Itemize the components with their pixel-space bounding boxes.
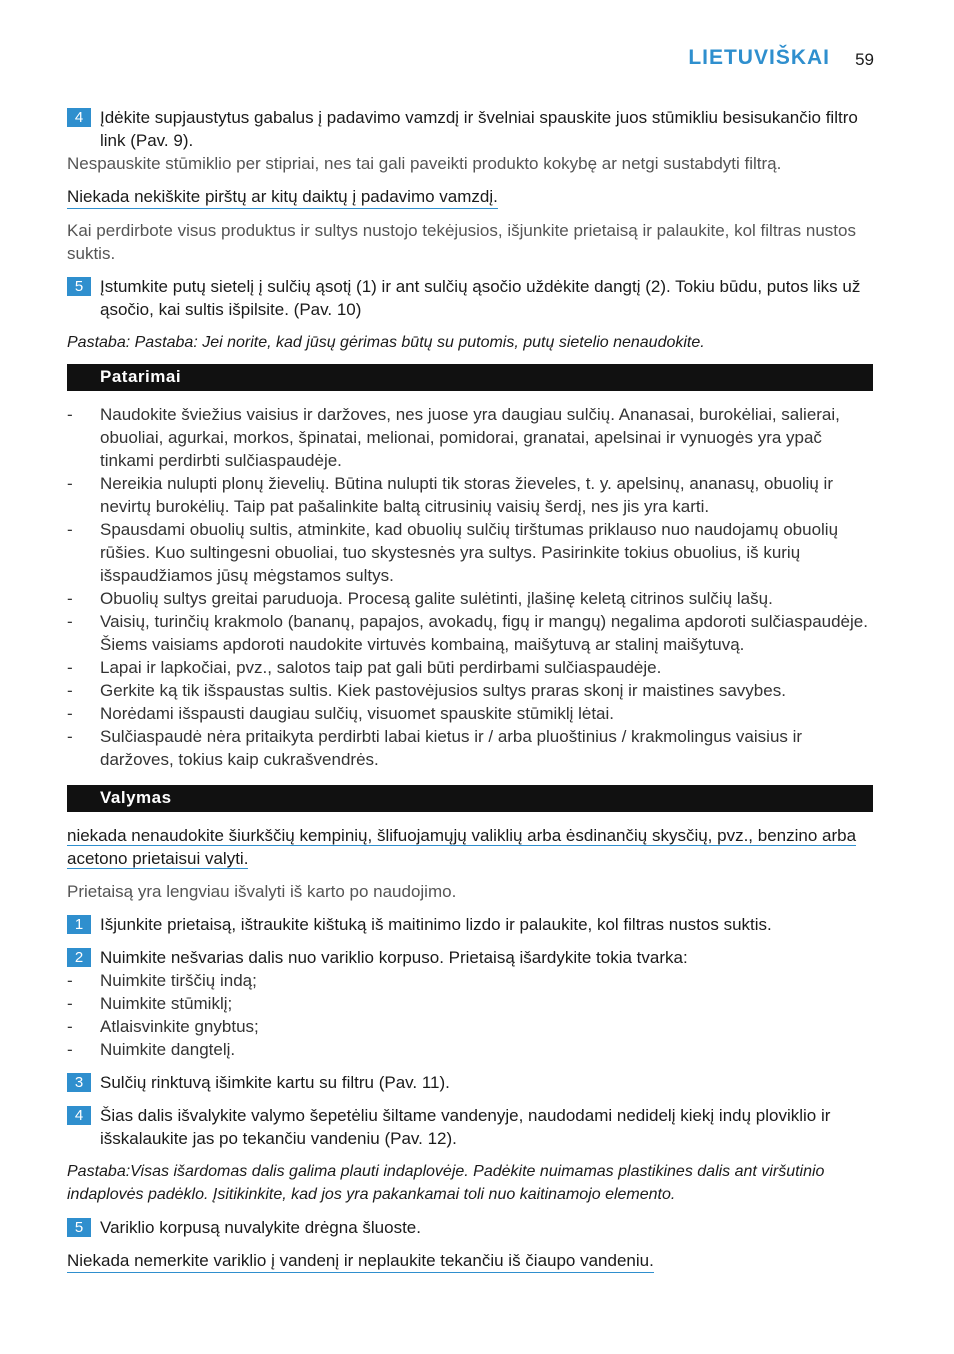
step-number-badge: 2 xyxy=(67,948,91,967)
tip-text: Spausdami obuolių sultis, atminkite, kad obuolių sulčių tirštumas priklauso nuo naudojamų obuolių rūšies. Kuo sultingesni obuoliai, tuo skystesnės yra sultys. Pasirinkite tokius obuolius, iš kurių išspaudžiamos jūsų mėgstamos sultys. xyxy=(100,520,839,585)
step-text: Nuimkite nešvarias dalis nuo variklio korpuso. Prietaisą išardykite tokia tvarka: xyxy=(100,948,688,967)
disassembly-item xyxy=(67,1015,873,1038)
page-content xyxy=(67,106,873,1283)
tip-text: Nereikia nulupti plonų žievelių. Būtina nulupti tik storas žieveles, t. y. apelsinų, ananasų, obuolių ir nevirtų burokėlių. Taip pat pašalinkite baltą citrusinių vaisių šerdį, nes jis yra karti. xyxy=(100,474,833,516)
step-text: Sulčių rinktuvą išimkite kartu su filtru (Pav. 11). xyxy=(100,1073,450,1092)
dash-marker: - xyxy=(67,971,73,990)
step-number-badge: 4 xyxy=(67,108,91,127)
tip-item xyxy=(67,472,873,518)
tip-item xyxy=(67,518,873,587)
tip-text: Vaisių, turinčių krakmolo (bananų, papajos, avokadų, figų ir mangų) negalima apdoroti sulčiaspaudėje. Šiems vaisiams apdoroti naudokite virtuvės kombainą, maišytuvą ar stalinį maišytuvą. xyxy=(100,612,868,654)
tip-text: Naudokite šviežius vaisius ir daržoves, nes juose yra daugiau sulčių. Ananasai, burokėliai, salierai, obuoliai, agurkai, morkos, špinatai, melionai, pomidorai, granatai, apelsinai ir vynuogės yra ypač tinkami perdirbti sulčiaspaudėje. xyxy=(100,405,840,470)
tip-text: Lapai ir lapkočiai, pvz., salotos taip pat gali būti perdirbami sulčiaspaudėje. xyxy=(100,658,662,677)
step-2-disassemble xyxy=(67,946,873,969)
step-5-wipe-motor xyxy=(67,1216,873,1239)
tip-item xyxy=(67,587,873,610)
pusher-caution-text: Nespauskite stūmiklio per stipriai, nes tai gali paveikti produkto kokybę ar netgi sustabdyti filtrą. xyxy=(67,154,782,173)
disassembly-item xyxy=(67,969,873,992)
warning-block xyxy=(67,824,873,870)
step-text: Išjunkite prietaisą, ištraukite kištuką iš maitinimo lizdo ir palaukite, kol filtras nustos suktis. xyxy=(100,915,772,934)
step-number-badge: 3 xyxy=(67,1073,91,1092)
item-text: Nuimkite stūmiklį; xyxy=(100,994,233,1013)
dash-marker: - xyxy=(67,704,73,723)
item-text: Atlaisvinkite gnybtus; xyxy=(100,1017,259,1036)
step-number-badge: 5 xyxy=(67,1218,91,1237)
disassembly-list xyxy=(67,969,873,1061)
step-text: Įstumkite putų sietelį į sulčių ąsotį (1) ir ant sulčių ąsočio uždėkite dangtį (2). Tokiu būdu, putos liks už ąsočio, kai sultis išpilsite. (Pav. 10) xyxy=(100,277,861,319)
dash-marker: - xyxy=(67,727,73,746)
tip-item xyxy=(67,656,873,679)
tip-item xyxy=(67,403,873,472)
dash-marker: - xyxy=(67,1017,73,1036)
disassembly-item xyxy=(67,992,873,1015)
item-text: Nuimkite tirščių indą; xyxy=(100,971,257,990)
section-heading-cleaning: Valymas xyxy=(67,785,873,812)
froth-note: Pastaba: Pastaba: Jei norite, kad jūsų gėrimas būtų su putomis, putų sietelio nenaudokite. xyxy=(67,334,705,351)
warning-immerse-motor: Niekada nemerkite variklio į vandenį ir neplaukite tekančiu iš čiaupo vandeniu. xyxy=(67,1249,654,1273)
dash-marker: - xyxy=(67,612,73,631)
dash-marker: - xyxy=(67,405,73,424)
page-number: 59 xyxy=(855,50,874,69)
step-text: Variklio korpusą nuvalykite drėgna šluoste. xyxy=(100,1218,421,1237)
tip-text: Obuolių sultys greitai paruduoja. Procesą galite sulėtinti, įlašinę keletą citrinos sulčių lašų. xyxy=(100,589,773,608)
warning-fingers: Niekada nekiškite pirštų ar kitų daiktų į padavimo vamzdį. xyxy=(67,185,498,209)
dash-marker: - xyxy=(67,658,73,677)
item-text: Nuimkite dangtelį. xyxy=(100,1040,236,1059)
tips-list xyxy=(67,403,873,771)
step-number-badge: 5 xyxy=(67,277,91,296)
step-3-remove-collector xyxy=(67,1071,873,1094)
tip-item xyxy=(67,610,873,656)
warning-block xyxy=(67,185,873,209)
dash-marker: - xyxy=(67,994,73,1013)
disassembly-item xyxy=(67,1038,873,1061)
step-1-unplug xyxy=(67,913,873,936)
dash-marker: - xyxy=(67,520,73,539)
step-number-badge: 4 xyxy=(67,1106,91,1125)
warning-block xyxy=(67,1249,873,1273)
dash-marker: - xyxy=(67,474,73,493)
step-5-froth-separator xyxy=(67,275,873,321)
after-processing-text: Kai perdirbote visus produktus ir sultys nustojo tekėjusios, išjunkite prietaisą ir palaukite, kol filtras nustos suktis. xyxy=(67,221,856,263)
language-header: LIETUVIŠKAI xyxy=(688,46,830,69)
tip-item xyxy=(67,725,873,771)
tip-text: Gerkite ką tik išspaustas sultis. Kiek pastovėjusios sultys praras skonį ir maistines savybes. xyxy=(100,681,786,700)
step-text: Įdėkite supjaustytus gabalus į padavimo vamzdį ir švelniai spauskite juos stūmikliu besisukančio filtro link (Pav. 9). xyxy=(100,108,858,150)
step-text: Šias dalis išvalykite valymo šepetėliu šiltame vandenyje, naudodami nedidelį kiekį indų ploviklio ir išskalaukite jas po tekančiu vandeniu (Pav. 12). xyxy=(100,1106,831,1148)
clean-after-use-text: Prietaisą yra lengviau išvalyti iš karto po naudojimo. xyxy=(67,882,457,901)
dash-marker: - xyxy=(67,1040,73,1059)
dash-marker: - xyxy=(67,681,73,700)
dash-marker: - xyxy=(67,589,73,608)
dishwasher-note: Pastaba:Visas išardomas dalis galima plauti indaplovėje. Padėkite nuimamas plastikines dalis ant viršutinio indaplovės padėklo. Įsitikinkite, kad jos yra pakankamai toli nuo kaitinamojo elemento. xyxy=(67,1163,825,1203)
tip-item xyxy=(67,679,873,702)
tip-text: Norėdami išspausti daugiau sulčių, visuomet spauskite stūmiklį lėtai. xyxy=(100,704,615,723)
step-4-wash-parts xyxy=(67,1104,873,1150)
section-heading-tips: Patarimai xyxy=(67,364,873,391)
tip-text: Sulčiaspaudė nėra pritaikyta perdirbti labai kietus ir / arba pluoštinius / krakmolingus vaisius ir daržoves, tokius kaip cukrašvendrės. xyxy=(100,727,803,769)
tip-item xyxy=(67,702,873,725)
warning-abrasives: niekada nenaudokite šiurkščių kempinių, šlifuojamųjų valiklių arba ėsdinančių skysčių, pvz., benzino arba acetono prietaisui valyti. xyxy=(67,826,857,868)
step-number-badge: 1 xyxy=(67,915,91,934)
step-4-insert-pieces xyxy=(67,106,873,152)
